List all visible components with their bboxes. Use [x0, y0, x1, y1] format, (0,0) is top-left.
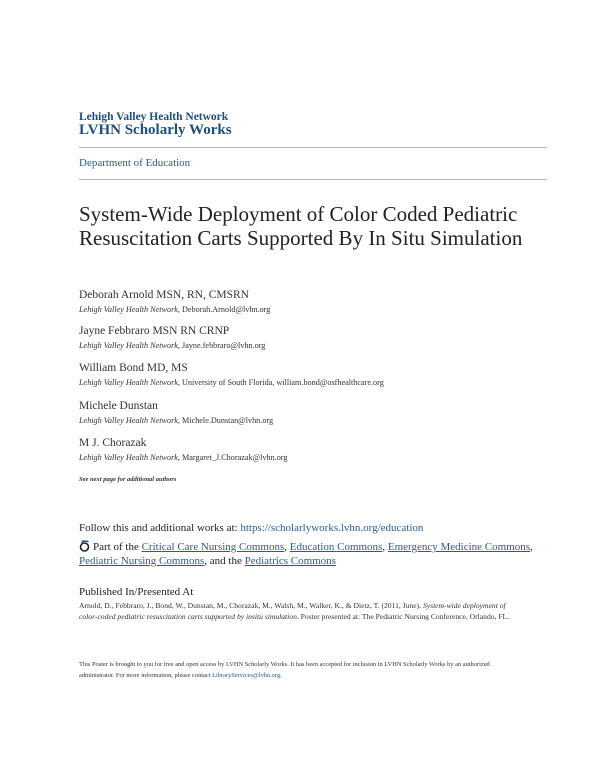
follow-line: Follow this and additional works at: https://scholarlyworks.lvhn.org/education: [79, 522, 424, 534]
see-next-note: See next page for additional authors: [79, 476, 177, 483]
follow-url-link[interactable]: https://scholarlyworks.lvhn.org/education: [240, 522, 424, 534]
header-divider: [79, 147, 547, 148]
department-link[interactable]: Department of Education: [79, 157, 191, 169]
contact-email-link[interactable]: LibraryServices@lvhn.org: [212, 672, 281, 679]
commons-link-pediatric-nursing[interactable]: Pediatric Nursing Commons: [79, 555, 205, 567]
author-name: Jayne Febbraro MSN RN CRNP: [79, 325, 230, 337]
citation: Arnold, D., Febbraro, J., Bond, W., Dunstan, M., Chorazak, M., Walsh, M., Walker, K., & Dietz, T. (2011, June). System-wide deployment of color-coded pediatric resuscitation carts supported by insitu simulation. Poster presented at: The Pediatric Nursing Conference, Orlando, FL.: [79, 601, 510, 621]
author-name: William Bond MD, MS: [79, 362, 188, 374]
part-of-line: Part of the Critical Care Nursing Commons, Education Commons, Emergency Medicine Commons, Pediatric Nursing Commons, and the Pediatrics Commons: [79, 541, 533, 567]
author-affiliation: Lehigh Valley Health Network, University of South Florida, william.bond@osfhealthcare.org: [79, 378, 384, 387]
access-notice: This Poster is brought to you for free and open access by LVHN Scholarly Works. It has been accepted for inclusion in LVHN Scholarly Works by an authorized administrator. For more information, please contact LibraryServices@lvhn.org.: [79, 661, 490, 679]
author-affiliation: Lehigh Valley Health Network, Michele.Dunstan@lvhn.org: [79, 416, 274, 425]
repository-name[interactable]: LVHN Scholarly Works: [79, 122, 232, 138]
network-name: Lehigh Valley Health Network: [79, 111, 229, 123]
commons-link-education[interactable]: Education Commons: [289, 541, 383, 553]
paper-title: System-Wide Deployment of Color Coded Pediatric Resuscitation Carts Supported By In Situ Simulation: [79, 202, 523, 250]
open-access-icon: [79, 540, 90, 552]
author-affiliation: Lehigh Valley Health Network, Jayne.febbraro@lvhn.org: [79, 341, 266, 350]
author-affiliation: Lehigh Valley Health Network, Margaret_J.Chorazak@lvhn.org: [79, 453, 288, 462]
commons-link-pediatrics[interactable]: Pediatrics Commons: [244, 555, 336, 567]
commons-link-critical-care-nursing[interactable]: Critical Care Nursing Commons: [141, 541, 285, 553]
author-name: Michele Dunstan: [79, 400, 158, 412]
department-divider: [79, 179, 547, 180]
commons-link-emergency-medicine[interactable]: Emergency Medicine Commons: [387, 541, 531, 553]
author-affiliation: Lehigh Valley Health Network, Deborah.Arnold@lvhn.org: [79, 305, 271, 314]
published-heading: Published In/Presented At: [79, 586, 194, 598]
author-name: Deborah Arnold MSN, RN, CMSRN: [79, 289, 249, 301]
author-name: M J. Chorazak: [79, 437, 147, 449]
